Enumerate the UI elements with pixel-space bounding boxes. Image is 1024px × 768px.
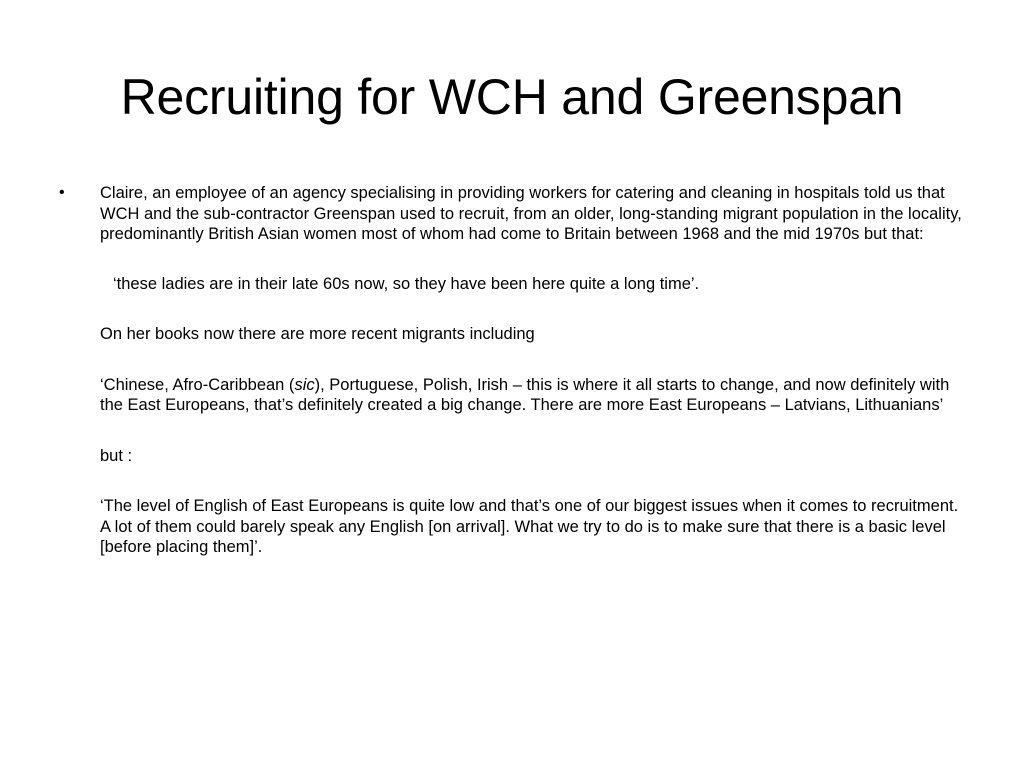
- quote-nationalities-start: ‘Chinese, Afro-Caribbean (: [100, 375, 295, 394]
- quote-nationalities: [100, 375, 970, 416]
- quote-late-60s: ‘these ladies are in their late 60s now, so they have been here quite a long time’.: [113, 274, 700, 293]
- slide-body: [59, 183, 970, 558]
- recent-migrants-paragraph: On her books now there are more recent migrants including: [100, 325, 535, 343]
- quote-nationalities-end: ), Portuguese, Polish, Irish – this is where it all starts to change, and now definitely with the East Europeans, that’s definitely created a big change. There are more East Europeans – Latvians, Lithuanians’: [100, 375, 950, 414]
- bullet-item: [59, 183, 970, 245]
- bullet-marker: •: [59, 184, 65, 201]
- quote-english-level: ‘The level of English of East Europeans is quite low and that’s one of our biggest issues when it comes to recruitment. A lot of them could barely speak any English [on arrival]. What we try to do is to make sure that there is a basic level [before placing them]’.: [100, 497, 959, 556]
- sic-annotation: sic: [294, 375, 315, 394]
- slide-title: Recruiting for WCH and Greenspan: [120, 69, 904, 125]
- but-paragraph: but :: [100, 446, 133, 465]
- intro-paragraph: Claire, an employee of an agency specialising in providing workers for catering and cleaning in hospitals told us that WCH and the sub-contractor Greenspan used to recruit, from an older, long-standing migrant population in the locality, predominantly British Asian women most of whom had come to Britain between 1968 and the mid 1970s but that:: [100, 184, 962, 243]
